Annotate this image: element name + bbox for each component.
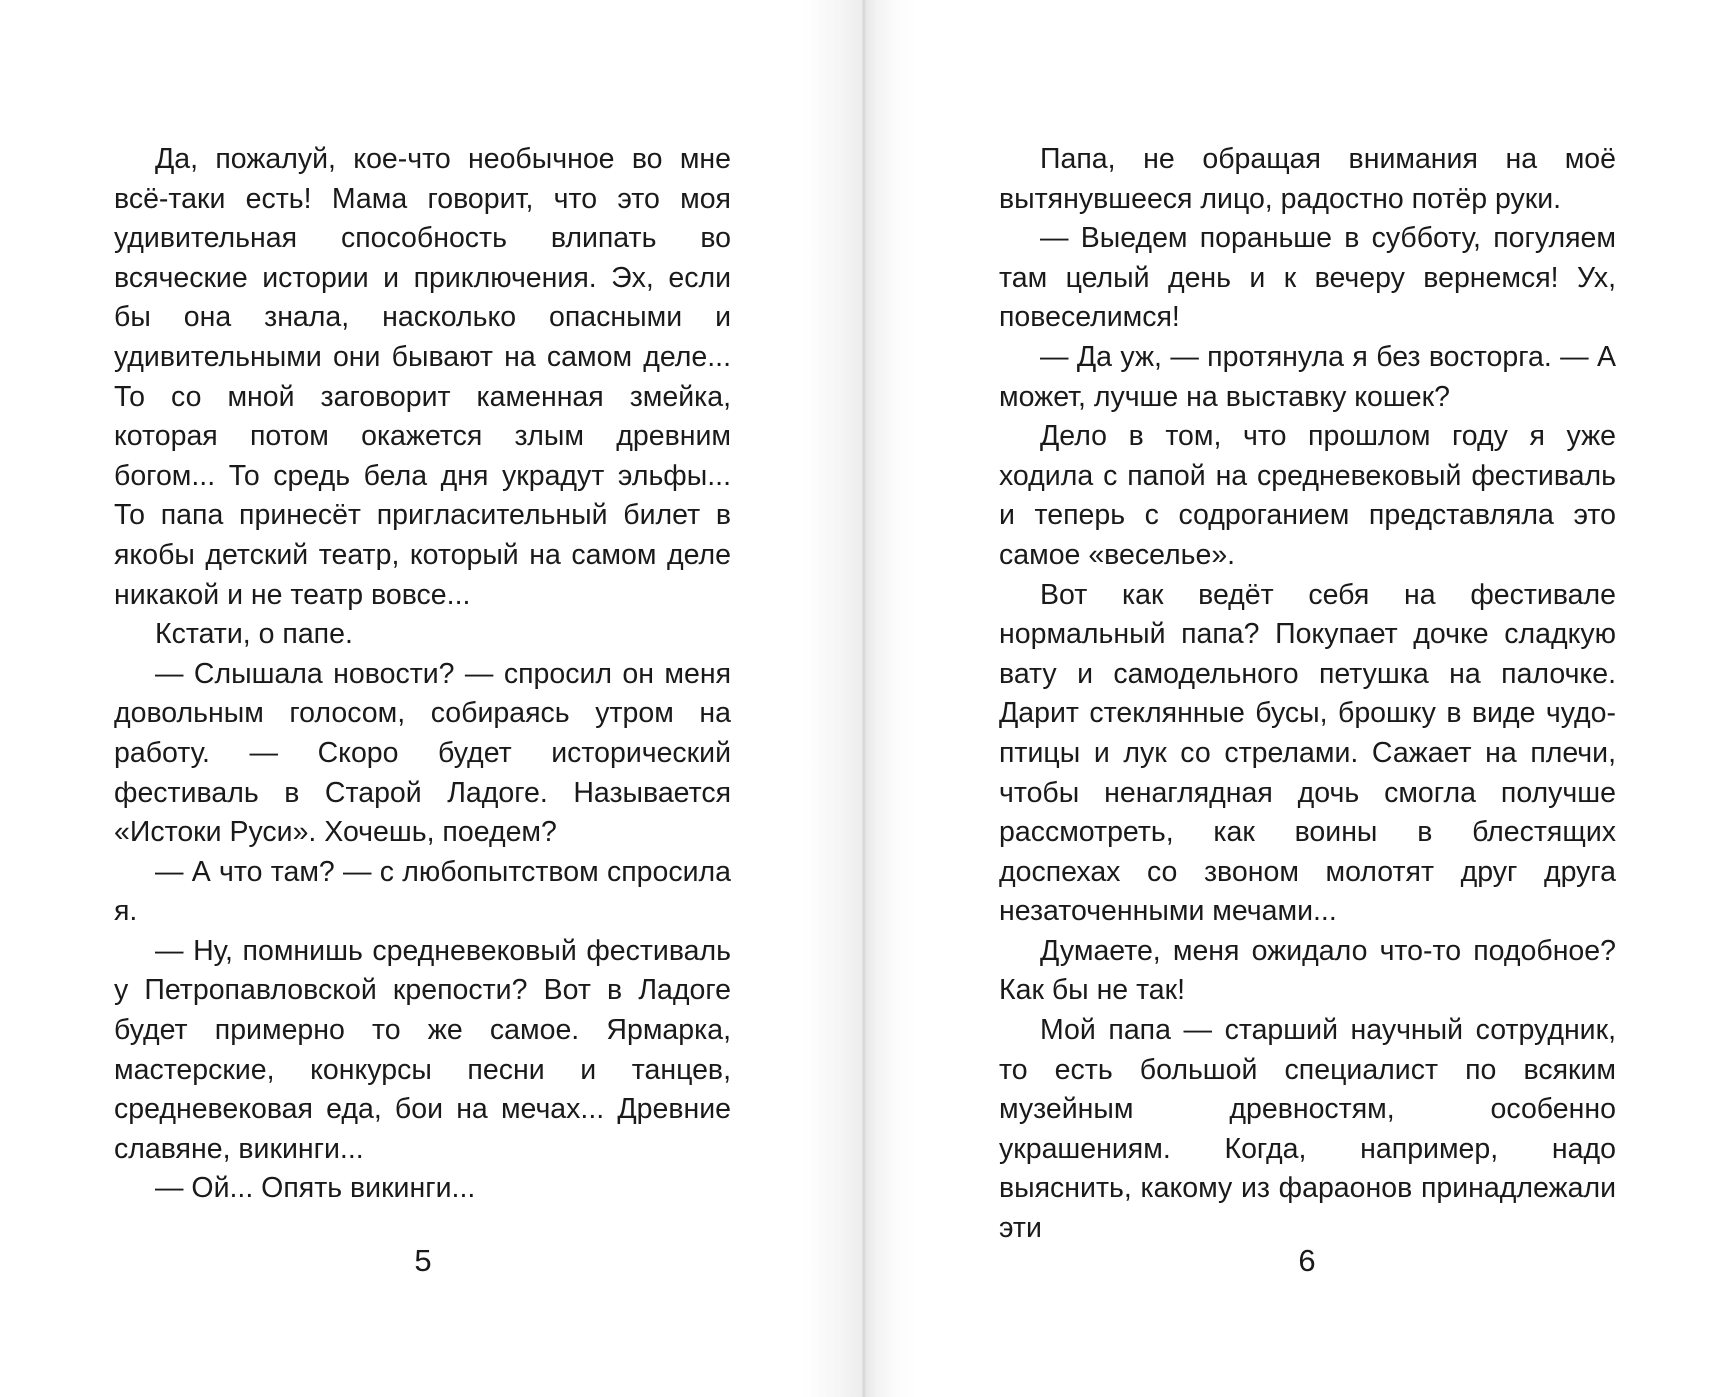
book-gutter: [862, 0, 866, 1397]
page-number: 6: [1298, 1243, 1316, 1278]
paragraph: Дело в том, что прошлом году я уже ходила с папой на средневековый фестиваль и теперь с содроганием представляла это самое «веселье».: [999, 420, 1616, 571]
page-number: 5: [414, 1243, 432, 1278]
paragraph: — Выедем пораньше в субботу, погуляем там целый день и к вечеру вернемся! Ух, повеселимся!: [999, 222, 1616, 334]
paragraph: Мой папа — старший научный сотрудник, то есть большой специалист по всяким музейным древностям, особенно украшениям. Когда, например, надо выяснить, какому из фараонов принадлежали эти: [999, 1014, 1616, 1245]
left-page-text: [114, 140, 731, 1209]
right-page: [864, 0, 1728, 1397]
paragraph: Папа, не обращая внимания на моё вытянувшееся лицо, радостно потёр руки.: [999, 143, 1616, 215]
paragraph: Кстати, о папе.: [155, 618, 353, 651]
paragraph: Думаете, меня ожидало что-то подобное? Как бы не так!: [999, 934, 1616, 1007]
paragraph: — Ну, помнишь средневековый фестиваль у Петропавловской крепости? Вот в Ладоге будет примерно то же самое. Ярмарка, мастерские, конкурсы песни и танцев, средневековая еда, бои на мечах... Древние славяне, викинги...: [114, 934, 731, 1165]
paragraph: — А что там? — с любопытством спросила я.: [114, 855, 731, 928]
right-page-text: [999, 140, 1616, 1249]
paragraph: — Да уж, — протянула я без восторга. — А может, лучше на выставку кошек?: [999, 340, 1616, 413]
paragraph: — Слышала новости? — спросил он меня довольным голосом, собираясь утром на работу. — Скоро будет исторический фестиваль в Старой Ладоге. Называется «Истоки Руси». Хочешь, поедем?: [114, 657, 731, 849]
paragraph: Да, пожалуй, кое-что необычное во мне всё-таки есть! Мама говорит, что это моя удивительная способность влипать во всяческие истории и приключения. Эх, если бы она знала, насколько опасными и удивительными они бывают на самом деле... То со мной заговорит каменная змейка, которая потом окажется злым древним богом... То средь бела дня украдут эльфы... То папа принесёт пригласительный билет в якобы детский театр, который на самом деле никакой и не театр вовсе...: [114, 143, 731, 611]
paragraph: Вот как ведёт себя на фестивале нормальный папа? Покупает дочке сладкую вату и самодельного петушка на палочке. Дарит стеклянные бусы, брошку в виде чудо-птицы и лук со стрелами. Сажает на плечи, чтобы ненаглядная дочь смогла получше рассмотреть, как воины в блестящих доспехах со звоном молотят друг друга незаточенными мечами...: [999, 578, 1616, 928]
paragraph: — Ой... Опять викинги...: [155, 1172, 476, 1205]
